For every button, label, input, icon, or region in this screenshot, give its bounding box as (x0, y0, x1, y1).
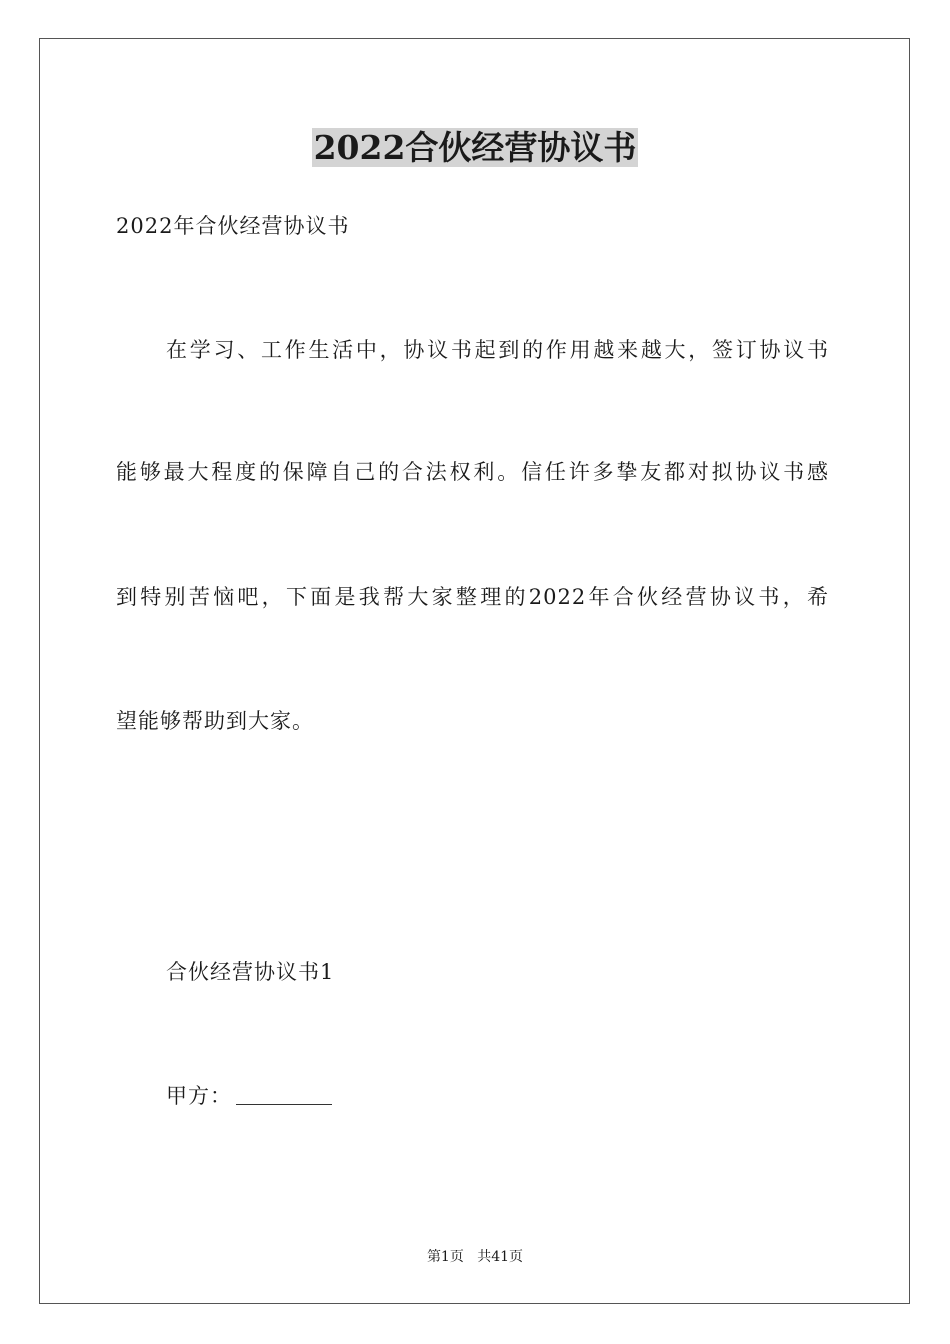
party-a-line (166, 1082, 332, 1110)
document-title (0, 128, 950, 168)
page-number: 第1页 (426, 1249, 464, 1265)
intro-line-2: 能够最大程度的保障自己的合法权利。信任许多挚友都对拟协议书感 (116, 460, 829, 484)
page-total: 共41页 (477, 1249, 524, 1265)
section-heading: 合伙经营协议书1 (166, 960, 335, 984)
intro-line-4: 望能够帮助到大家。 (116, 709, 314, 733)
document-title-text: 2022合伙经营协议书 (313, 128, 637, 167)
intro-line-1: 在学习、工作生活中，协议书起到的作用越来越大，签订协议书 (166, 338, 829, 362)
intro-line-3: 到特别苦恼吧，下面是我帮大家整理的2022年合伙经营协议书，希 (116, 585, 829, 609)
page-footer (0, 1248, 950, 1266)
document-subtitle: 2022年合伙经营协议书 (116, 214, 350, 238)
party-a-signature-blank[interactable] (236, 1084, 332, 1105)
party-a-label: 甲方： (166, 1084, 232, 1108)
